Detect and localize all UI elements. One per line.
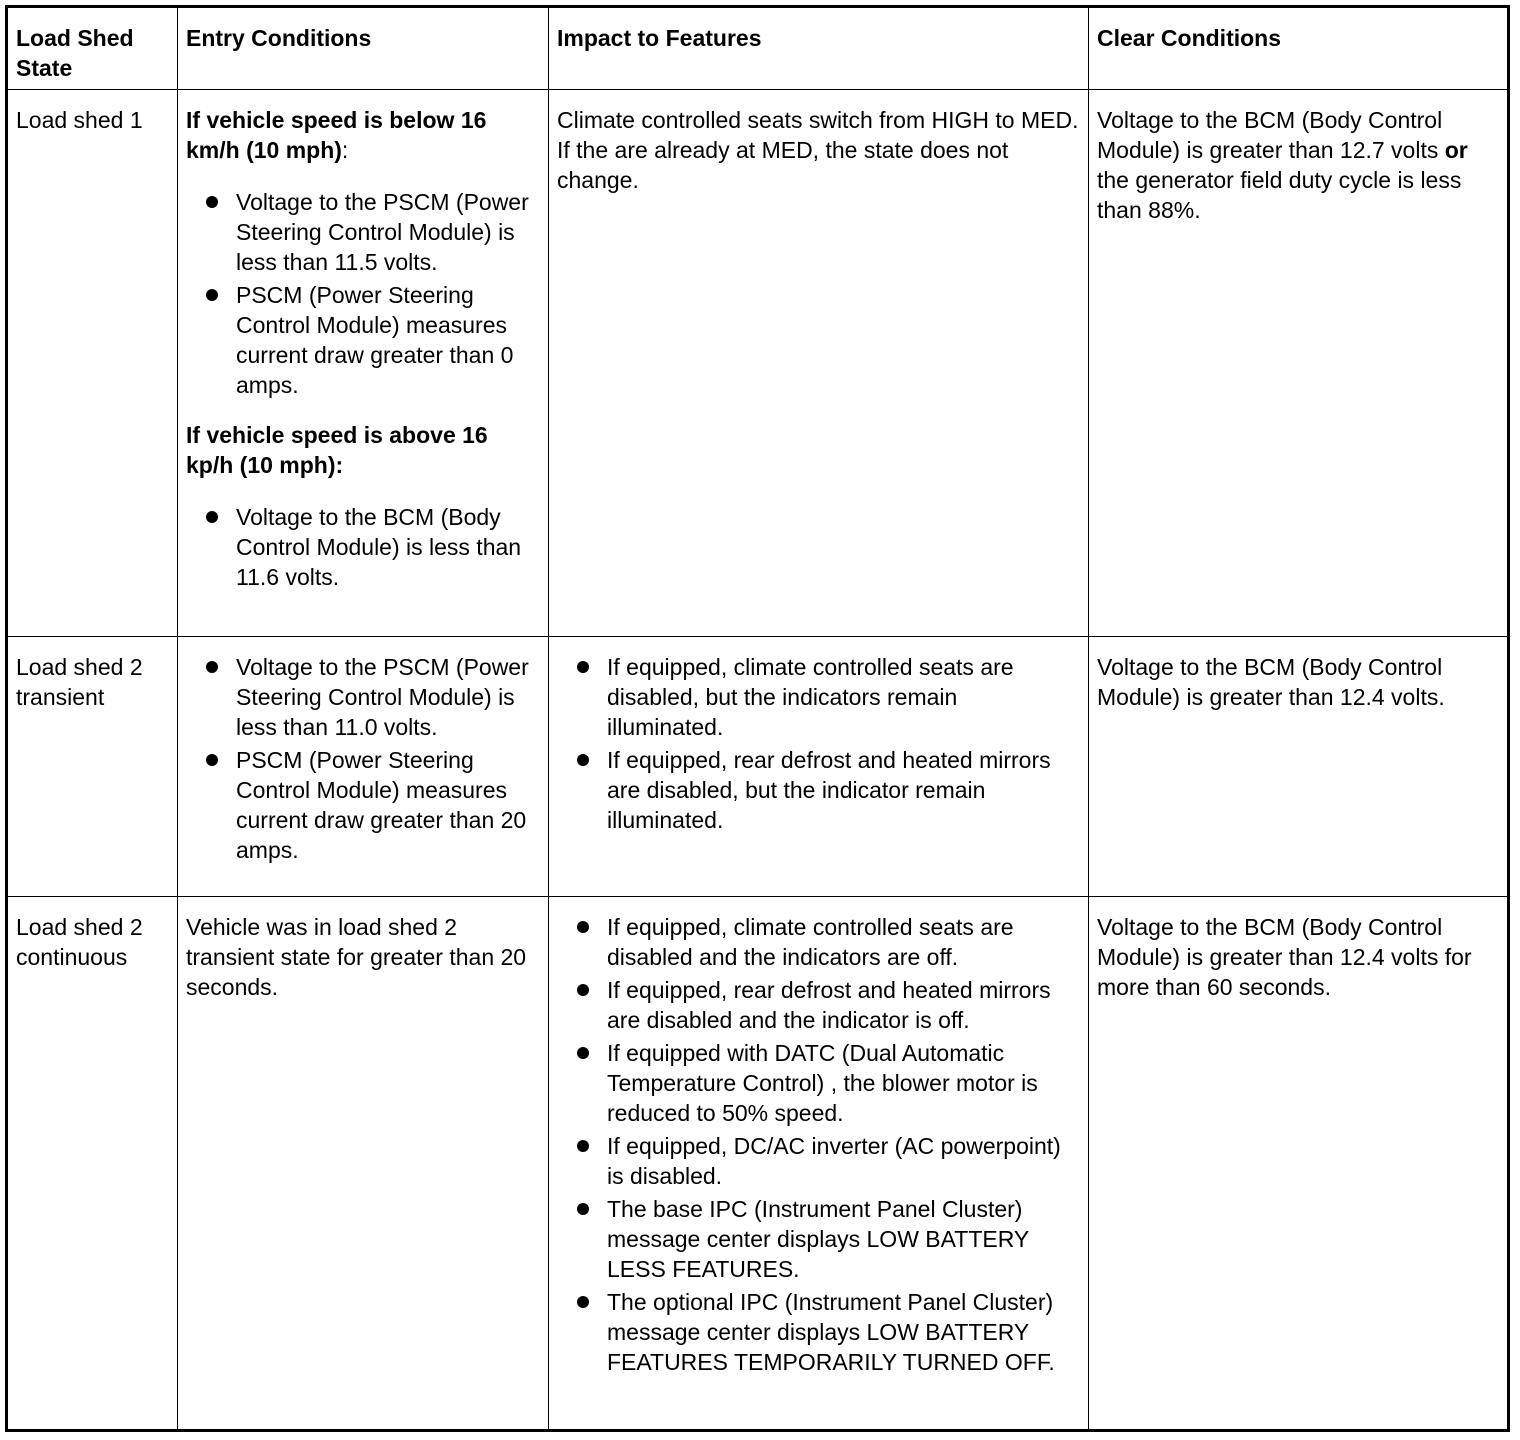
entry-cell	[178, 637, 549, 897]
bullet-icon	[577, 984, 589, 996]
header-load-shed-state: Load Shed State	[7, 7, 178, 90]
list-item: Voltage to the PSCM (Power Steering Control Module) is less than 11.0 volts.	[206, 652, 540, 742]
list-item: Voltage to the BCM (Body Control Module) is less than 11.6 volts.	[206, 502, 540, 592]
clear-cell: Voltage to the BCM (Body Control Module) is greater than 12.7 volts or the generator field duty cycle is less than 88%.	[1089, 90, 1509, 637]
speed-below-heading: If vehicle speed is below 16 km/h (10 mph):	[186, 107, 487, 163]
table-row	[7, 897, 1509, 1431]
list-item: If equipped, climate controlled seats are disabled and the indicators are off.	[577, 912, 1080, 972]
bullet-icon	[206, 661, 218, 673]
bullet-list	[557, 912, 1080, 1377]
list-item: If equipped, climate controlled seats are disabled, but the indicators remain illuminated.	[577, 652, 1080, 742]
bullet-icon	[577, 1203, 589, 1215]
impact-cell: Climate controlled seats switch from HIGH to MED. If the are already at MED, the state does not change.	[549, 90, 1089, 637]
entry-cell	[178, 90, 549, 637]
bullet-list	[186, 502, 540, 592]
list-item: PSCM (Power Steering Control Module) measures current draw greater than 0 amps.	[206, 280, 540, 400]
header-clear-conditions: Clear Conditions	[1089, 7, 1509, 90]
state-cell: Load shed 2 continuous	[7, 897, 178, 1431]
speed-above-heading: If vehicle speed is above 16 kp/h (10 mph):	[186, 422, 488, 478]
entry-cell: Vehicle was in load shed 2 transient state for greater than 20 seconds.	[178, 897, 549, 1431]
list-item: Voltage to the PSCM (Power Steering Control Module) is less than 11.5 volts.	[206, 187, 540, 277]
table-row	[7, 90, 1509, 637]
state-cell: Load shed 2 transient	[7, 637, 178, 897]
bullet-list	[186, 187, 540, 400]
list-item: If equipped with DATC (Dual Automatic Temperature Control) , the blower motor is reduced to 50% speed.	[577, 1038, 1080, 1128]
bullet-icon	[577, 921, 589, 933]
list-item: If equipped, DC/AC inverter (AC powerpoint) is disabled.	[577, 1131, 1080, 1191]
bullet-icon	[577, 1140, 589, 1152]
bullet-icon	[577, 1047, 589, 1059]
header-entry-conditions: Entry Conditions	[178, 7, 549, 90]
bullet-icon	[577, 754, 589, 766]
list-item: PSCM (Power Steering Control Module) measures current draw greater than 20 amps.	[206, 745, 540, 865]
bullet-icon	[206, 754, 218, 766]
list-item: If equipped, rear defrost and heated mirrors are disabled and the indicator is off.	[577, 975, 1080, 1035]
load-shed-table	[5, 5, 1510, 1432]
header-impact-to-features: Impact to Features	[549, 7, 1089, 90]
list-item: The base IPC (Instrument Panel Cluster) message center displays LOW BATTERY LESS FEATURES.	[577, 1194, 1080, 1284]
bullet-icon	[206, 289, 218, 301]
list-item: The optional IPC (Instrument Panel Cluster) message center displays LOW BATTERY FEATURES TEMPORARILY TURNED OFF.	[577, 1287, 1080, 1377]
impact-cell	[549, 637, 1089, 897]
state-cell: Load shed 1	[7, 90, 178, 637]
table-header-row	[7, 7, 1509, 90]
bullet-icon	[577, 661, 589, 673]
clear-cell: Voltage to the BCM (Body Control Module) is greater than 12.4 volts.	[1089, 637, 1509, 897]
bullet-list	[557, 652, 1080, 835]
bullet-list	[186, 652, 540, 865]
clear-cell: Voltage to the BCM (Body Control Module) is greater than 12.4 volts for more than 60 seconds.	[1089, 897, 1509, 1431]
bullet-icon	[577, 1296, 589, 1308]
impact-cell	[549, 897, 1089, 1431]
list-item: If equipped, rear defrost and heated mirrors are disabled, but the indicator remain illuminated.	[577, 745, 1080, 835]
bullet-icon	[206, 196, 218, 208]
bullet-icon	[206, 511, 218, 523]
table-row	[7, 637, 1509, 897]
